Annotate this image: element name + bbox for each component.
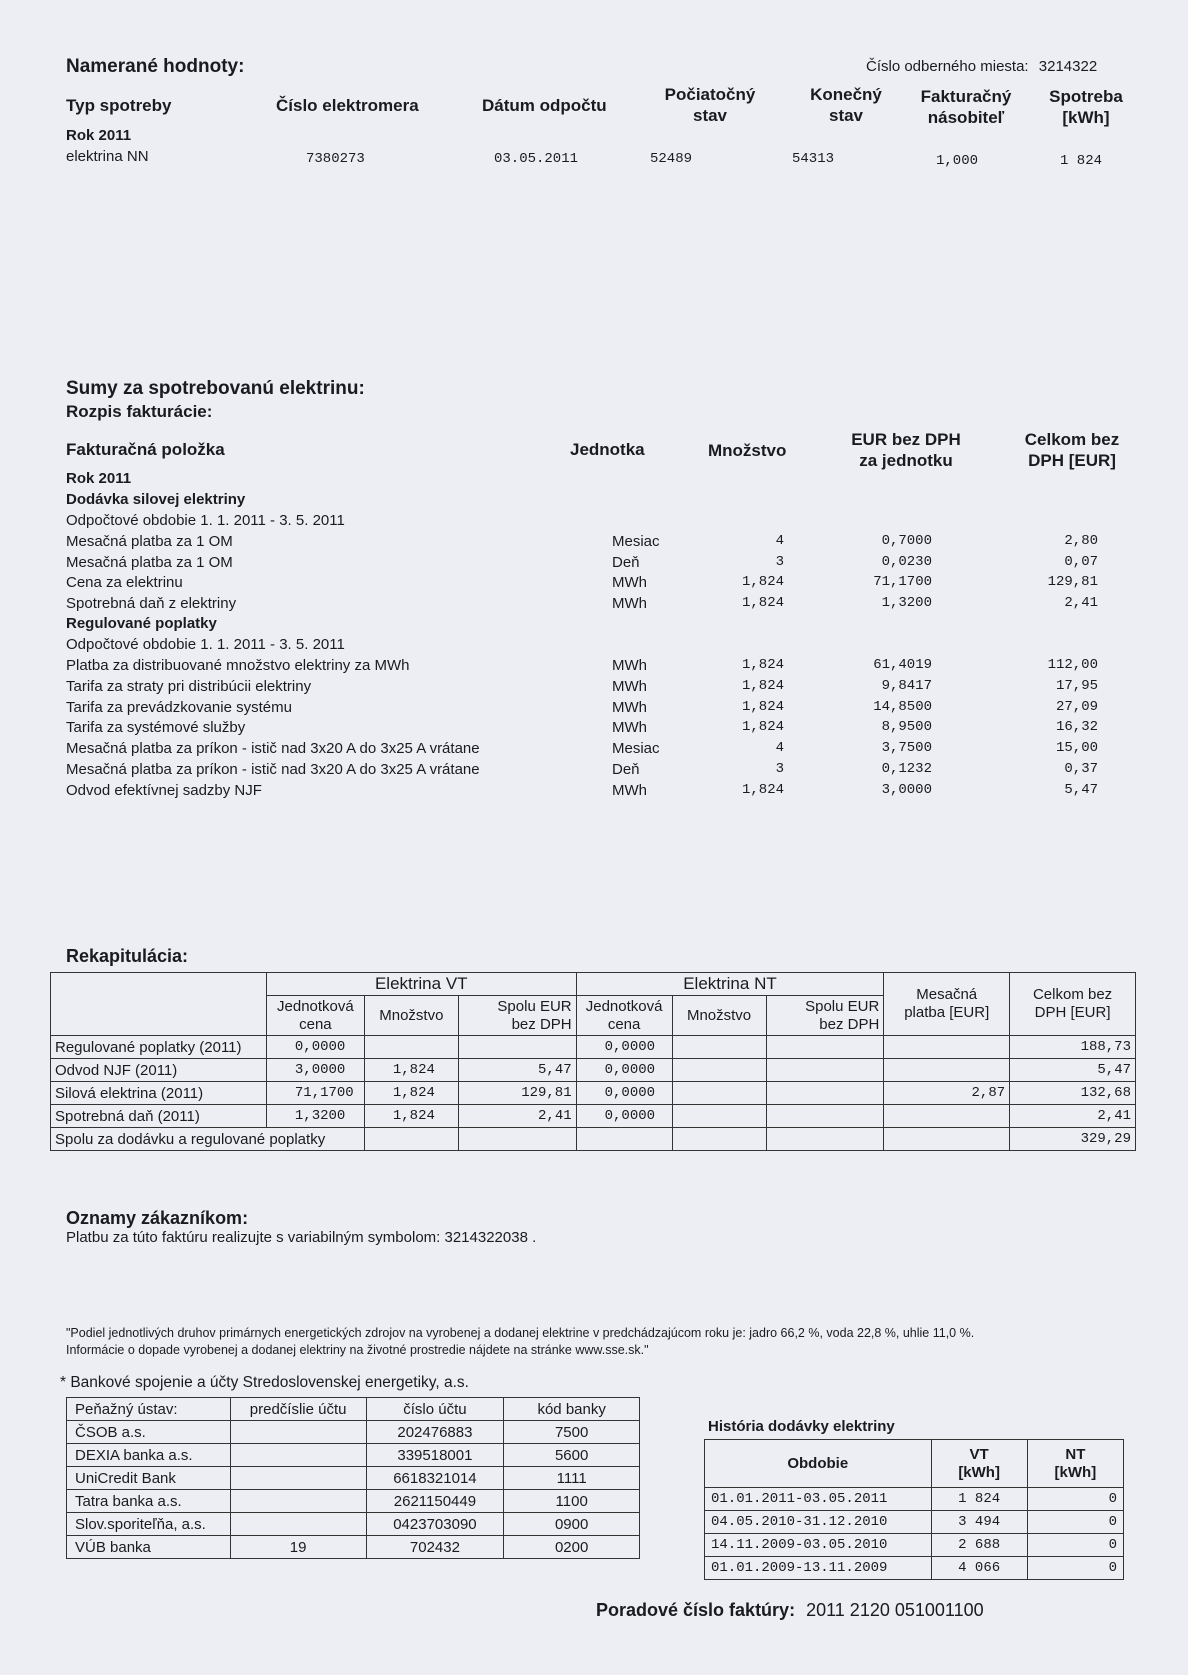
recap-cell-nt-price: 0,0000 (576, 1036, 672, 1059)
bank-cell: ČSOB a.s. (67, 1421, 231, 1444)
billing-row (0, 740, 1188, 760)
recap-cell-monthly (884, 1059, 1010, 1082)
billing-subtitle: Rozpis fakturácie: (66, 402, 213, 421)
bank-row (67, 1467, 640, 1490)
measured-type: elektrina NN (66, 148, 149, 165)
recap-cell-vt-qty: 1,824 (364, 1105, 458, 1128)
history-cell: 01.01.2009-13.11.2009 (705, 1557, 932, 1580)
header-mult (906, 86, 1026, 128)
recap-cell-monthly (884, 1105, 1010, 1128)
recap-header-nt-price-line1: Jednotková (585, 997, 663, 1015)
recap-sum-cell (576, 1128, 672, 1151)
site-number-value: 3214322 (1038, 58, 1098, 75)
billing-item-qty: 1,824 (741, 698, 784, 715)
bill-header-total (1012, 429, 1132, 471)
billing-item-unit: Mesiac (612, 740, 660, 758)
recap-cell-total: 5,47 (1010, 1059, 1136, 1082)
history-cell: 04.05.2010-31.12.2010 (705, 1511, 932, 1534)
measured-date: 03.05.2011 (494, 151, 579, 167)
bill-header-total-line2: DPH [EUR] (1028, 451, 1116, 470)
measured-mult: 1,000 (936, 153, 979, 169)
billing-item-total: 129,81 (1047, 574, 1098, 590)
billing-row (0, 554, 1188, 574)
bank-row (67, 1536, 640, 1559)
bank-cell (230, 1467, 366, 1490)
history-header-vt (931, 1440, 1027, 1488)
recap-cell-nt-price: 0,0000 (576, 1059, 672, 1082)
invoice-number-label: Poradové číslo faktúry: (596, 1600, 796, 1620)
site-number-label: Číslo odberného miesta: (866, 58, 1029, 75)
bank-cell: 1100 (504, 1490, 640, 1513)
recap-cell-label: Odvod NJF (2011) (51, 1059, 267, 1082)
history-header-period: Obdobie (705, 1440, 932, 1488)
recap-header-total (1010, 973, 1136, 1036)
energy-notice-line1: "Podiel jednotlivých druhov primárnych energetických zdrojov na vyrobenej a dodanej elektrine v predchádzajúcom roku je: jadro 66,2 %, voda 22,8 %, uhlie 11,0 %. (66, 1326, 975, 1340)
history-header-nt-line1: NT (1065, 1445, 1086, 1463)
recap-header-vt-qty: Množstvo (364, 996, 458, 1036)
billing-item-qty: 4 (775, 740, 784, 757)
recap-cell-vt-price: 71,1700 (266, 1082, 364, 1105)
billing-row (0, 719, 1188, 739)
header-cons-line2: [kWh] (1062, 108, 1110, 127)
history-body (705, 1488, 1124, 1580)
history-cell: 0 (1027, 1511, 1123, 1534)
billing-item-qty: 3 (775, 553, 784, 570)
header-start-line1: Počiatočný (664, 85, 756, 104)
recap-cell-total: 132,68 (1010, 1082, 1136, 1105)
recap-sum-cell (766, 1128, 884, 1151)
billing-row (0, 678, 1188, 698)
measured-cons: 1 824 (1060, 153, 1103, 169)
recap-cell-nt-sum (766, 1059, 884, 1082)
recap-header-monthly-line2: platba [EUR] (904, 1004, 990, 1021)
recap-header-total-line2: DPH [EUR] (1034, 1004, 1111, 1021)
billing-item-price: 3,7500 (881, 740, 932, 757)
recap-cell-nt-price: 0,0000 (576, 1082, 672, 1105)
bill-header-price-line2: za jednotku (859, 451, 953, 470)
bank-cell (230, 1444, 366, 1467)
recap-cell-monthly (884, 1036, 1010, 1059)
recap-cell-label: Silová elektrina (2011) (51, 1082, 267, 1105)
billing-item-qty: 1,824 (741, 657, 784, 673)
bank-header-row (67, 1398, 640, 1421)
billing-item-qty: 1,824 (741, 574, 784, 590)
billing-item-label: Tarifa za straty pri distribúcii elektriny (66, 677, 312, 695)
recap-cell-vt-sum (458, 1036, 576, 1059)
header-type: Typ spotreby (66, 96, 172, 115)
recap-cell-vt-qty: 1,824 (364, 1059, 458, 1082)
billing-item-total: 17,95 (1055, 677, 1098, 694)
billing-item-label: Tarifa za systémové služby (66, 719, 246, 737)
recap-header-vt-price-line1: Jednotková (277, 997, 354, 1015)
recap-header-vt-price-line2: cena (299, 1015, 332, 1033)
energy-notice (66, 1325, 1136, 1359)
history-row (705, 1557, 1124, 1580)
bank-cell: 1111 (504, 1467, 640, 1490)
recap-table (50, 972, 1136, 1151)
bank-cell: 6618321014 (366, 1467, 504, 1490)
bank-row (67, 1444, 640, 1467)
billing-item-qty: 1,824 (741, 677, 784, 694)
recap-sum-total: 329,29 (1010, 1128, 1136, 1151)
billing-row (0, 533, 1188, 553)
header-date: Dátum odpočtu (482, 96, 607, 115)
history-cell: 2 688 (931, 1534, 1027, 1557)
history-cell: 0 (1027, 1534, 1123, 1557)
bank-cell: 0900 (504, 1513, 640, 1536)
bank-cell: 339518001 (366, 1444, 504, 1467)
billing-item-total: 2,41 (1064, 594, 1098, 611)
billing-item-label: Spotrebná daň z elektriny (66, 594, 237, 612)
billing-item-label: Mesačná platba za príkon - istič nad 3x20 A do 3x25 A vrátane (66, 761, 480, 778)
billing-item-price: 9,8417 (881, 677, 932, 694)
recap-title: Rekapitulácia: (66, 946, 189, 966)
history-row (705, 1534, 1124, 1557)
bank-header-cell: číslo účtu (366, 1398, 504, 1421)
recap-cell-vt-sum: 129,81 (458, 1082, 576, 1105)
measured-year: Rok 2011 (66, 127, 132, 144)
bill-header-unit: Jednotka (570, 440, 645, 459)
invoice-number-value: 2011 2120 051001100 (806, 1600, 984, 1620)
history-header-nt-line2: [kWh] (1054, 1463, 1097, 1481)
bank-cell: 0423703090 (366, 1513, 504, 1536)
recap-header-total-line1: Celkom bez (1032, 986, 1113, 1003)
measured-meter: 7380273 (306, 151, 365, 167)
billing-row (0, 699, 1188, 719)
recap-header-vt-sum-line2: bez DPH (511, 1015, 572, 1033)
billing-item-total: 5,47 (1064, 781, 1098, 798)
recap-cell-vt-price: 1,3200 (266, 1105, 364, 1128)
recap-header-vt-sum (458, 996, 576, 1036)
billing-row (0, 761, 1188, 781)
header-end-line1: Konečný (810, 85, 882, 104)
recap-header-nt-qty: Množstvo (672, 996, 766, 1036)
billing-item-price: 0,1232 (881, 761, 932, 777)
recap-cell-label: Regulované poplatky (2011) (51, 1036, 267, 1059)
billing-period1: Odpočtové obdobie 1. 1. 2011 - 3. 5. 2011 (66, 512, 345, 529)
billing-item-price: 1,3200 (881, 594, 932, 611)
billing-item-label: Mesačná platba za 1 OM (66, 533, 233, 550)
history-table (704, 1439, 1124, 1580)
bank-header-cell: kód banky (504, 1398, 640, 1421)
billing-item-unit: MWh (612, 698, 647, 716)
recap-cell-nt-sum (766, 1036, 884, 1059)
billing-item-qty: 3 (775, 761, 784, 777)
bank-cell: 7500 (504, 1421, 640, 1444)
recap-header-monthly-line1: Mesačná (916, 986, 978, 1003)
recap-cell-label: Spotrebná daň (2011) (51, 1105, 267, 1128)
bank-cell: UniCredit Bank (67, 1467, 231, 1490)
recap-cell-nt-price: 0,0000 (576, 1105, 672, 1128)
bill-header-price (846, 429, 966, 471)
bank-row (67, 1421, 640, 1444)
history-cell: 14.11.2009-03.05.2010 (705, 1534, 932, 1557)
bank-cell: DEXIA banka a.s. (67, 1444, 231, 1467)
recap-cell-monthly: 2,87 (884, 1082, 1010, 1105)
recap-cell-vt-qty: 1,824 (364, 1082, 458, 1105)
billing-row (0, 782, 1188, 802)
billing-item-price: 3,0000 (881, 781, 932, 798)
recap-cell-vt-qty (364, 1036, 458, 1059)
billing-item-price: 71,1700 (873, 574, 932, 590)
history-cell: 0 (1027, 1557, 1123, 1580)
bill-header-item: Fakturačná položka (66, 440, 225, 459)
bank-table (66, 1397, 640, 1559)
recap-row (51, 1036, 1136, 1059)
history-header-vt-line2: [kWh] (958, 1463, 1000, 1481)
recap-cell-nt-qty (672, 1105, 766, 1128)
billing-item-price: 61,4019 (873, 657, 932, 673)
recap-sum-row (51, 1128, 1136, 1151)
recap-sum-cell (884, 1128, 1010, 1151)
bank-cell: VÚB banka (67, 1536, 231, 1559)
measured-end: 54313 (792, 151, 835, 167)
billing-group1: Dodávka silovej elektriny (66, 491, 246, 508)
bank-cell: 0200 (504, 1536, 640, 1559)
billing-item-label: Mesačná platba za 1 OM (66, 553, 233, 571)
history-row (705, 1488, 1124, 1511)
history-header-vt-line1: VT (969, 1445, 989, 1463)
billing-item-unit: Mesiac (612, 533, 660, 550)
billing-item-qty: 4 (775, 533, 784, 549)
billing-item-total: 2,80 (1064, 533, 1098, 549)
history-cell: 3 494 (931, 1511, 1027, 1534)
recap-header-nt-sum (766, 996, 884, 1036)
recap-row (51, 1059, 1136, 1082)
history-cell: 01.01.2011-03.05.2011 (705, 1488, 932, 1511)
recap-cell-nt-qty (672, 1082, 766, 1105)
recap-sum-cell (364, 1128, 458, 1151)
header-mult-line1: Fakturačný (920, 87, 1012, 106)
billing-item-label: Odvod efektívnej sadzby NJF (66, 781, 262, 799)
bank-cell: 19 (230, 1536, 366, 1559)
recap-row (51, 1105, 1136, 1128)
history-row (705, 1511, 1124, 1534)
recap-cell-vt-sum: 2,41 (458, 1105, 576, 1128)
header-cons-line1: Spotreba (1049, 87, 1123, 106)
billing-item-unit: MWh (612, 594, 647, 612)
billing-item-label: Platba za distribuované množstvo elektriny za MWh (66, 657, 410, 674)
recap-header-nt-price (576, 996, 672, 1036)
billing-item-qty: 1,824 (741, 594, 784, 611)
bank-body (67, 1398, 640, 1559)
billing-group2: Regulované poplatky (66, 615, 217, 632)
billing-item-total: 112,00 (1047, 657, 1098, 673)
history-cell: 1 824 (931, 1488, 1027, 1511)
recap-header-nt: Elektrina NT (576, 973, 884, 996)
bank-cell: Slov.sporiteľňa, a.s. (67, 1513, 231, 1536)
billing-item-price: 14,8500 (873, 698, 932, 715)
bill-header-price-line1: EUR bez DPH (851, 430, 961, 449)
billing-item-price: 0,0230 (881, 553, 932, 570)
recap-header-vt-price (266, 996, 364, 1036)
header-cons (1036, 86, 1136, 128)
history-cell: 4 066 (931, 1557, 1027, 1580)
billing-item-unit: MWh (612, 677, 647, 695)
bill-header-total-line1: Celkom bez (1024, 430, 1120, 449)
invoice-number (596, 1600, 984, 1621)
recap-sum-cell (458, 1128, 576, 1151)
recap-sum-cell (672, 1128, 766, 1151)
billing-item-total: 16,32 (1055, 719, 1098, 736)
bank-cell (230, 1490, 366, 1513)
billing-item-total: 0,37 (1064, 761, 1098, 777)
billing-item-unit: MWh (612, 781, 647, 799)
billing-item-unit: MWh (612, 719, 647, 737)
billing-item-unit: Deň (612, 553, 640, 571)
bank-row (67, 1490, 640, 1513)
header-start-line2: stav (692, 106, 728, 125)
recap-header-nt-price-line2: cena (607, 1015, 641, 1033)
history-cell: 0 (1027, 1488, 1123, 1511)
billing-item-unit: MWh (612, 657, 647, 674)
measured-title: Namerané hodnoty: (66, 56, 245, 77)
header-end (786, 84, 906, 126)
recap-body (51, 1036, 1136, 1128)
recap-cell-total: 188,73 (1010, 1036, 1136, 1059)
header-end-line2: stav (828, 106, 864, 125)
notices-line1: Platbu za túto faktúru realizujte s variabilným symbolom: 3214322038 . (66, 1229, 537, 1246)
header-meter: Číslo elektromera (276, 96, 419, 115)
billing-item-price: 0,7000 (881, 533, 932, 549)
measured-start: 52489 (650, 151, 693, 167)
bank-cell: 2621150449 (366, 1490, 504, 1513)
billing-item-unit: Deň (612, 761, 640, 778)
bank-cell: Tatra banka a.s. (67, 1490, 231, 1513)
billing-year: Rok 2011 (66, 470, 132, 487)
bank-row (67, 1513, 640, 1536)
recap-row (51, 1082, 1136, 1105)
billing-row (0, 574, 1188, 594)
recap-cell-nt-sum (766, 1082, 884, 1105)
recap-header-nt-sum-line2: bez DPH (819, 1015, 880, 1033)
recap-header-vt: Elektrina VT (266, 973, 576, 996)
recap-sum-label: Spolu za dodávku a regulované poplatky (51, 1128, 365, 1151)
banks-title: * Bankové spojenie a účty Stredoslovenskej energetiky, a.s. (60, 1374, 469, 1391)
billing-item-total: 0,07 (1064, 553, 1098, 570)
energy-notice-line2: Informácie o dopade vyrobenej a dodanej elektriny na životné prostredie nájdete na stránke www.sse.sk." (66, 1343, 649, 1357)
billing-item-total: 15,00 (1055, 740, 1098, 757)
bill-header-qty: Množstvo (708, 441, 787, 460)
billing-item-label: Cena za elektrinu (66, 574, 183, 591)
recap-header-vt-sum-line1: Spolu EUR (497, 997, 572, 1015)
bank-cell: 5600 (504, 1444, 640, 1467)
billing-row (0, 657, 1188, 677)
bank-header-cell: predčíslie účtu (230, 1398, 366, 1421)
billing-period2: Odpočtové obdobie 1. 1. 2011 - 3. 5. 2011 (66, 636, 345, 653)
header-mult-line2: násobiteľ (927, 108, 1005, 127)
billing-item-label: Tarifa za prevádzkovanie systému (66, 698, 292, 716)
recap-cell-vt-price: 3,0000 (266, 1059, 364, 1082)
billing-row (0, 595, 1188, 615)
notices-title: Oznamy zákazníkom: (66, 1208, 249, 1228)
header-start (640, 84, 780, 126)
history-header-nt (1027, 1440, 1123, 1488)
bank-cell: 702432 (366, 1536, 504, 1559)
bank-cell (230, 1513, 366, 1536)
recap-cell-nt-qty (672, 1036, 766, 1059)
recap-header-blank (51, 973, 267, 1036)
site-number (866, 58, 1097, 75)
billing-item-label: Mesačná platba za príkon - istič nad 3x20 A do 3x25 A vrátane (66, 740, 480, 758)
billing-item-price: 8,9500 (881, 719, 932, 736)
recap-cell-vt-price: 0,0000 (266, 1036, 364, 1059)
recap-cell-vt-sum: 5,47 (458, 1059, 576, 1082)
billing-title: Sumy za spotrebovanú elektrinu: (66, 378, 365, 399)
bank-cell: 202476883 (366, 1421, 504, 1444)
billing-item-total: 27,09 (1055, 698, 1098, 715)
billing-item-qty: 1,824 (741, 719, 784, 736)
recap-header-monthly (884, 973, 1010, 1036)
recap-header-nt-sum-line1: Spolu EUR (805, 997, 880, 1015)
history-title: História dodávky elektriny (708, 1418, 895, 1435)
bank-cell (230, 1421, 366, 1444)
recap-cell-nt-sum (766, 1105, 884, 1128)
bank-header-cell: Peňažný ústav: (67, 1398, 231, 1421)
recap-cell-nt-qty (672, 1059, 766, 1082)
billing-item-unit: MWh (612, 574, 647, 591)
billing-item-qty: 1,824 (741, 781, 784, 798)
recap-cell-total: 2,41 (1010, 1105, 1136, 1128)
